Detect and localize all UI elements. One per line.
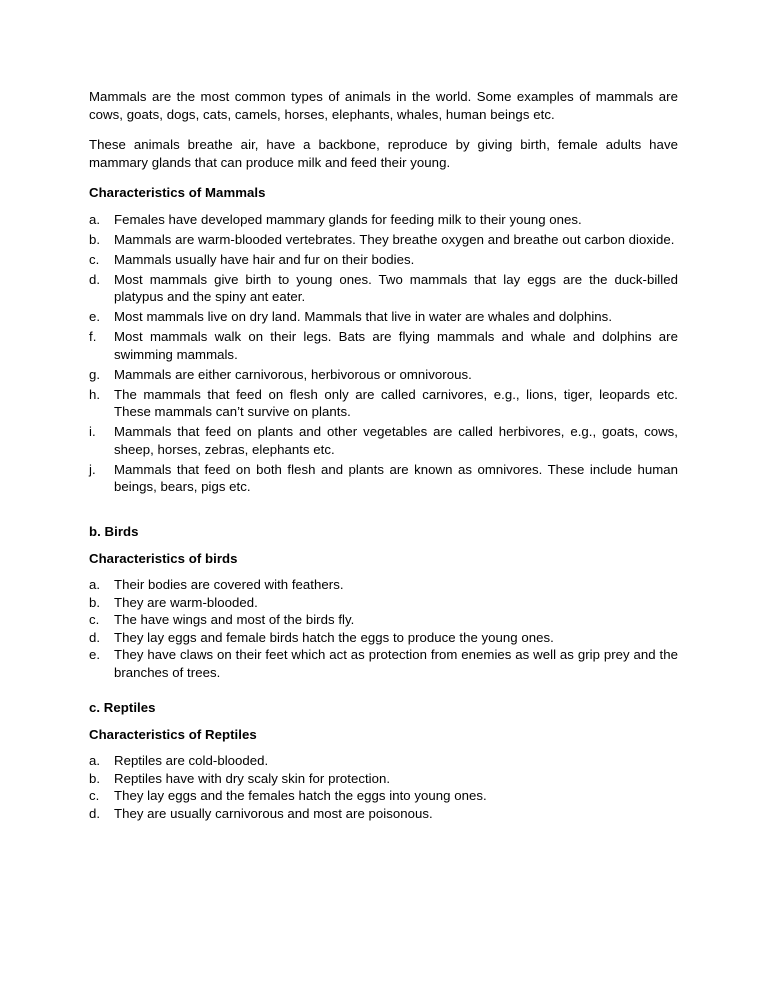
list-marker: j. xyxy=(89,461,96,477)
list-marker: c. xyxy=(89,251,100,267)
document-content xyxy=(89,88,678,822)
list-item xyxy=(89,423,678,458)
list-marker: f. xyxy=(89,329,97,344)
list-item xyxy=(89,646,678,681)
section-spacer xyxy=(89,681,678,699)
mammals-characteristics-heading: Characteristics of Mammals xyxy=(89,185,266,200)
list-item xyxy=(89,770,678,788)
list-marker: d. xyxy=(89,629,101,645)
list-item-text: They are usually carnivorous and most are poisonous. xyxy=(114,805,433,821)
list-item xyxy=(89,611,678,629)
list-item xyxy=(89,805,678,823)
birds-characteristics-list xyxy=(89,576,678,681)
list-item xyxy=(89,271,678,306)
list-item xyxy=(89,231,678,249)
section-spacer xyxy=(89,498,678,523)
list-item-text: Their bodies are covered with feathers. xyxy=(114,577,344,592)
intro-paragraph-1: Mammals are the most common types of animals in the world. Some examples of mammals are cows, goats, dogs, cats, camels, horses, elephants, whales, human beings etc. xyxy=(89,89,678,122)
list-marker: b. xyxy=(89,770,101,786)
list-marker: c. xyxy=(89,788,100,803)
list-item-text: Mammals that feed on both flesh and plants are known as omnivores. These include human beings, bears, pigs etc. xyxy=(114,461,678,494)
list-item xyxy=(89,594,678,612)
list-marker: a. xyxy=(89,211,101,227)
reptiles-characteristics-list xyxy=(89,752,678,822)
list-item-text: They are warm-blooded. xyxy=(114,594,258,610)
intro-paragraph-2: These animals breathe air, have a backbone, reproduce by giving birth, female adults have mammary glands that can produce milk and feed their young. xyxy=(89,137,678,170)
list-item xyxy=(89,328,678,363)
list-marker: d. xyxy=(89,805,101,821)
list-marker: a. xyxy=(89,753,101,768)
list-item-text: They lay eggs and the females hatch the eggs into young ones. xyxy=(114,788,487,803)
reptiles-section-title: c. Reptiles xyxy=(89,700,156,715)
reptiles-characteristics-heading: Characteristics of Reptiles xyxy=(89,726,257,742)
list-item-text: Reptiles are cold-blooded. xyxy=(114,753,269,768)
list-item-text: Reptiles have with dry scaly skin for protection. xyxy=(114,770,391,786)
list-item xyxy=(89,787,678,805)
list-marker: h. xyxy=(89,386,101,402)
list-item-text: Mammals that feed on plants and other vegetables are called herbivores, e.g., goats, cows, sheep, horses, zebras, elephants etc. xyxy=(114,424,678,457)
list-item-text: They lay eggs and female birds hatch the eggs to produce the young ones. xyxy=(114,629,554,645)
list-item-text: Most mammals give birth to young ones. Two mammals that lay eggs are the duck-billed platypus and the spiny ant eater. xyxy=(114,271,678,304)
list-item xyxy=(89,251,678,269)
list-item xyxy=(89,752,678,770)
list-marker: e. xyxy=(89,309,101,324)
list-item-text: Mammals are either carnivorous, herbivorous or omnivorous. xyxy=(114,366,472,382)
list-item-text: Mammals are warm-blooded vertebrates. They breathe oxygen and breathe out carbon dioxide. xyxy=(114,231,675,247)
birds-characteristics-heading: Characteristics of birds xyxy=(89,550,238,566)
list-item xyxy=(89,366,678,384)
list-marker: b. xyxy=(89,231,101,247)
list-marker: b. xyxy=(89,594,101,610)
list-item xyxy=(89,629,678,647)
birds-section-title: b. Birds xyxy=(89,524,139,539)
mammals-characteristics-list xyxy=(89,211,678,496)
list-marker: a. xyxy=(89,577,101,592)
list-marker: e. xyxy=(89,647,101,662)
list-item-text: Most mammals walk on their legs. Bats are flying mammals and whale and dolphins are swimming mammals. xyxy=(114,329,678,362)
list-item-text: They have claws on their feet which act as protection from enemies as well as grip prey and the branches of trees. xyxy=(114,647,678,680)
list-item xyxy=(89,386,678,421)
list-item xyxy=(89,576,678,594)
list-item xyxy=(89,211,678,229)
list-marker: g. xyxy=(89,366,101,382)
list-marker: d. xyxy=(89,271,101,287)
list-item-text: The have wings and most of the birds fly. xyxy=(114,612,355,627)
list-item-text: Females have developed mammary glands for feeding milk to their young ones. xyxy=(114,211,582,227)
list-item xyxy=(89,461,678,496)
list-marker: c. xyxy=(89,612,100,627)
list-item xyxy=(89,308,678,326)
list-item-text: The mammals that feed on flesh only are called carnivores, e.g., lions, tiger, leopards etc. These mammals can’t survive on plants. xyxy=(114,386,678,419)
list-item-text: Most mammals live on dry land. Mammals that live in water are whales and dolphins. xyxy=(114,309,613,324)
list-marker: i. xyxy=(89,424,96,439)
list-item-text: Mammals usually have hair and fur on their bodies. xyxy=(114,251,415,267)
